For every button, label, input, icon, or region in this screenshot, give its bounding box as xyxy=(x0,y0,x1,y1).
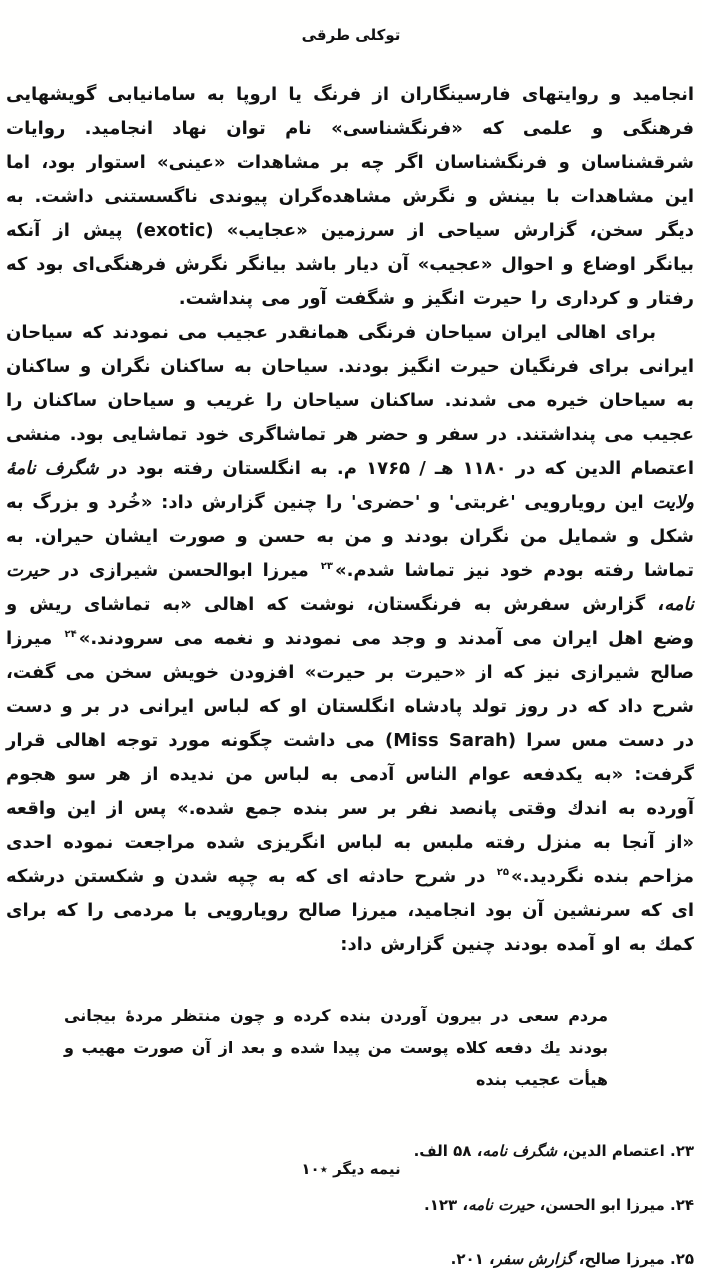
footnote-ref-25: ۲۵ xyxy=(496,867,510,878)
footnote-25 xyxy=(6,1248,694,1270)
paragraph-continuation: انجاميد و روايتهاى فارسينگاران از فرنگ يا اروپا به سامانيابى گويشهايى فرهنگى و علمى كه «فرنگشناسى» نام توان نهاد انجاميد. روايات شرقشناسان و فرنگشناسان اگر چه بر مشاهدات «عينى» استوار بود، اما اين مشاهدات با بينش و نگرش مشاهده‌گران پيوندى ناگسستنى داشت. به ديگر سخن، گزارش سياحى از سرزمين «عجايب» (exotic) پيش از آنكه بيانگر اوضاع و احوال «عجيب» آن ديار باشد بيانگر نگرش فرهنگى‌اى بود كه رفتار و كردارى را حيرت انگيز و شگفت آور مى پنداشت. xyxy=(6,84,694,309)
footnote-text: ۲۵. ميرزا صالح، xyxy=(573,1250,694,1268)
journal-footer: نيمه ديگر ٭۱۰ xyxy=(301,1160,401,1178)
running-head-author: توكلى طرقى xyxy=(301,26,401,44)
footnote-book-title: شگرف نامه xyxy=(482,1142,558,1160)
footnote-text: ، ۱۲۳. xyxy=(424,1196,469,1214)
paragraph-text: ميرزا ابوالحسن شيرازى در xyxy=(49,560,319,581)
footnote-24 xyxy=(6,1194,694,1216)
paragraph-text: ميرزا صالح شيرازى نيز كه از «حيرت بر حيرت» افزودن خويش سخن مى گفت، شرح داد كه در روز تولد پادشاه انگلستان او كه لباس ايرانى در بر و دست در دست مس سرا (Miss Sarah) مى داشت چگونه مورد توجه اهالى قرار گرفت: «به يكدفعه عوام الناس آدمى به لباس من نديده از هر سو هجوم آورده به اندك وقتى پانصد نفر بر سر بنده جمع شده.» پس از اين واقعه «از آنجا به منزل رفته ملبس به لباس انگريزى شده مراجعت نموده احدى مزاحم بنده نگرديد.» xyxy=(6,628,695,887)
footnote-text: ، ۲۰۱. xyxy=(450,1250,495,1268)
footnote-text: ۲۳. اعتصام الدين، xyxy=(557,1142,694,1160)
footnote-book-title: گزارش سفر xyxy=(494,1250,574,1268)
footnote-23 xyxy=(6,1140,694,1162)
footnote-text: ، ۵۸ الف. xyxy=(413,1142,483,1160)
paragraph-main xyxy=(6,316,694,962)
text-block xyxy=(0,78,702,1270)
block-quote: مردم سعى در بيرون آوردن بنده كرده و چون منتظر مردهٔ بيجانى بودند يك دفعه كلاه پوست من پيدا شده و بعد از آن صورت مهيب و هيأت عجيب بنده xyxy=(64,1006,608,1089)
footnote-text: ۲۴. ميرزا ابو الحسن، xyxy=(534,1196,694,1214)
footnote-ref-23: ۲۳ xyxy=(320,561,333,572)
footnote-ref-24: ۲۴ xyxy=(64,629,77,640)
paragraph-text: اين رويارويى 'غربتى' و 'حضرى' را چنين گزارش داد: «خُرد و بزرگ به شكل و شمايل من نگران بودند و من به حسن و صورت ايشان حيران. به تماشا رفته بودم خود نيز تماشا شدم.» xyxy=(6,492,694,581)
book-title-heyratnama: حيرت نامه xyxy=(6,560,694,615)
paragraph-text: براى اهالى ايران سياحان فرنگى همانقدر عجيب مى نمودند كه سياحان ايرانى براى فرنگيان حيرت انگيز بودند. سياحان به ساكنان نگران و ساكنان به سياحان خيره مى شدند. ساكنان سياحان را غريب و سياحان ساكنان را عجيب مى پنداشتند. در سفر و حضر هر تماشاگرى خود تماشايى بود. منشى اعتصام الدين كه در ۱۱۸۰ هـ / ۱۷۶۵ م. به انگلستان رفته بود در xyxy=(6,322,694,479)
paragraph-text: در شرح حادثه اى كه به چپه شدن و شكستن درشكه اى كه سرنشين آن بود انجاميد، ميرزا صالح رويارويى با مردمى را كه براى كمك به او آمده بودند چنين گزارش داد: xyxy=(6,866,694,955)
book-title-shigarfnama: شگرف نامهٔ ولايت xyxy=(6,458,694,513)
footnote-book-title: حيرت نامه xyxy=(468,1196,535,1214)
paragraph-text: ، گزارش سفرش به فرنگستان، نوشت كه اهالى «به تماشاى ريش و وضع اهل ايران مى آمدند و وجد مى نمودند و نغمه مى سرودند.» xyxy=(6,594,694,649)
